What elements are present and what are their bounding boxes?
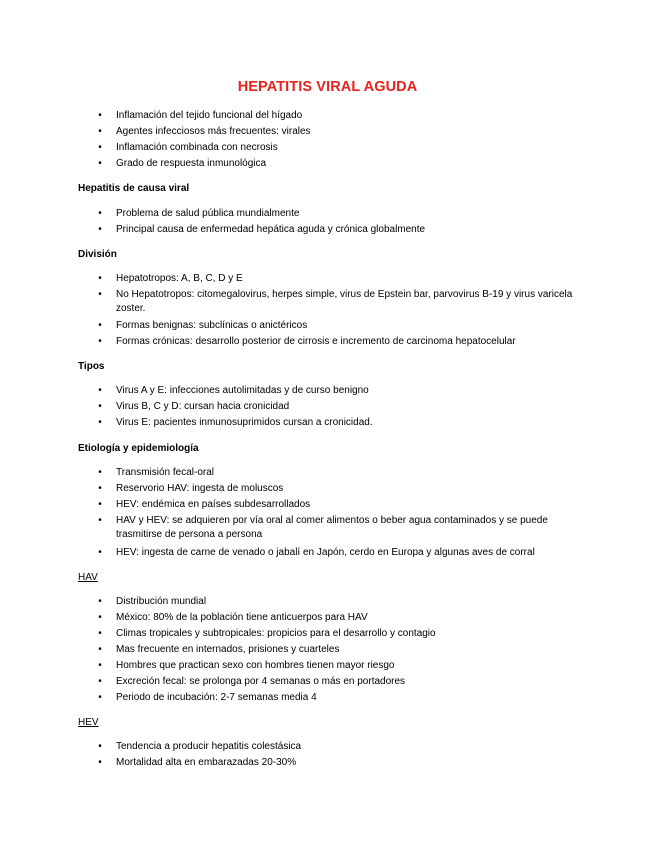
bullet-glyph: • (98, 644, 102, 655)
list-item: Virus A y E: infecciones autolimitadas y de curso benigno (116, 385, 369, 396)
bullet-glyph: • (98, 273, 102, 284)
bullet-glyph: • (98, 158, 102, 169)
list-item: Hombres que practican sexo con hombres tienen mayor riesgo (116, 660, 395, 671)
list-item: Grado de respuesta inmunológica (116, 158, 267, 169)
section-heading: Hepatitis de causa viral (78, 183, 190, 194)
bullet-glyph: • (98, 289, 102, 300)
bullet-glyph: • (98, 515, 102, 526)
list-item: Problema de salud pública mundialmente (116, 208, 300, 219)
bullet-glyph: • (98, 385, 102, 396)
list-item: Virus B, C y D: cursan hacia cronicidad (116, 401, 290, 412)
bullet-glyph: • (98, 692, 102, 703)
section-heading: HAV (78, 572, 98, 583)
bullet-glyph: • (98, 417, 102, 428)
bullet-glyph: • (98, 467, 102, 478)
list-item: Transmisión fecal-oral (116, 467, 214, 478)
list-item: Distribución mundial (116, 596, 207, 607)
list-item: Tendencia a producir hepatitis colestásica (116, 741, 302, 752)
list-item: Inflamación combinada con necrosis (116, 142, 278, 153)
bullet-glyph: • (98, 401, 102, 412)
list-item: Climas tropicales y subtropicales: propicios para el desarrollo y contagio (116, 628, 436, 639)
bullet-glyph: • (98, 757, 102, 768)
bullet-glyph: • (98, 628, 102, 639)
list-item: Principal causa de enfermedad hepática aguda y crónica globalmente (116, 224, 426, 235)
bullet-glyph: • (98, 612, 102, 623)
bullet-glyph: • (98, 208, 102, 219)
section-heading: Tipos (78, 361, 105, 372)
bullet-glyph: • (98, 741, 102, 752)
list-item: No Hepatotropos: citomegalovirus, herpes simple, virus de Epstein bar, parvovirus B-19 y virus varicela zoster. (116, 289, 573, 314)
list-item: Reservorio HAV: ingesta de moluscos (116, 483, 284, 494)
bullet-glyph: • (98, 660, 102, 671)
bullet-glyph: • (98, 110, 102, 121)
list-item: Mortalidad alta en embarazadas 20-30% (116, 757, 297, 768)
bullet-glyph: • (98, 320, 102, 331)
list-item: HEV: endémica en países subdesarrollados (116, 499, 311, 510)
list-item: México: 80% de la población tiene anticuerpos para HAV (116, 612, 368, 623)
list-item: Inflamación del tejido funcional del hígado (116, 110, 303, 121)
list-item: Hepatotropos: A, B, C, D y E (116, 273, 243, 284)
list-item: Mas frecuente en internados, prisiones y cuarteles (116, 644, 340, 655)
bullet-glyph: • (98, 336, 102, 347)
section-heading: Etiología y epidemiología (78, 443, 199, 454)
list-item: HAV y HEV: se adquieren por vía oral al comer alimentos o beber agua contaminados y se puede trasmitirse de persona a persona (116, 515, 548, 540)
list-item: Excreción fecal: se prolonga por 4 semanas o más en portadores (116, 676, 406, 687)
bullet-glyph: • (98, 126, 102, 137)
bullet-glyph: • (98, 499, 102, 510)
list-item: Formas benignas: subclínicas o anictéricos (116, 320, 308, 331)
bullet-glyph: • (98, 142, 102, 153)
list-item: Agentes infecciosos más frecuentes: virales (116, 126, 311, 137)
section-heading: División (78, 249, 117, 260)
page-title: HEPATITIS VIRAL AGUDA (237, 79, 418, 95)
list-item: HEV: ingesta de carne de venado o jabalí en Japón, cerdo en Europa y algunas aves de corral (116, 547, 535, 558)
section-heading: HEV (78, 717, 99, 728)
bullet-glyph: • (98, 483, 102, 494)
list-item: Formas crónicas: desarrollo posterior de cirrosis e incremento de carcinoma hepatocelular (116, 336, 516, 347)
list-item: Virus E: pacientes inmunosuprimidos cursan a cronicidad. (116, 417, 373, 428)
bullet-glyph: • (98, 547, 102, 558)
bullet-glyph: • (98, 676, 102, 687)
list-item: Periodo de incubación: 2-7 semanas media 4 (116, 692, 317, 703)
bullet-glyph: • (98, 596, 102, 607)
bullet-glyph: • (98, 224, 102, 235)
